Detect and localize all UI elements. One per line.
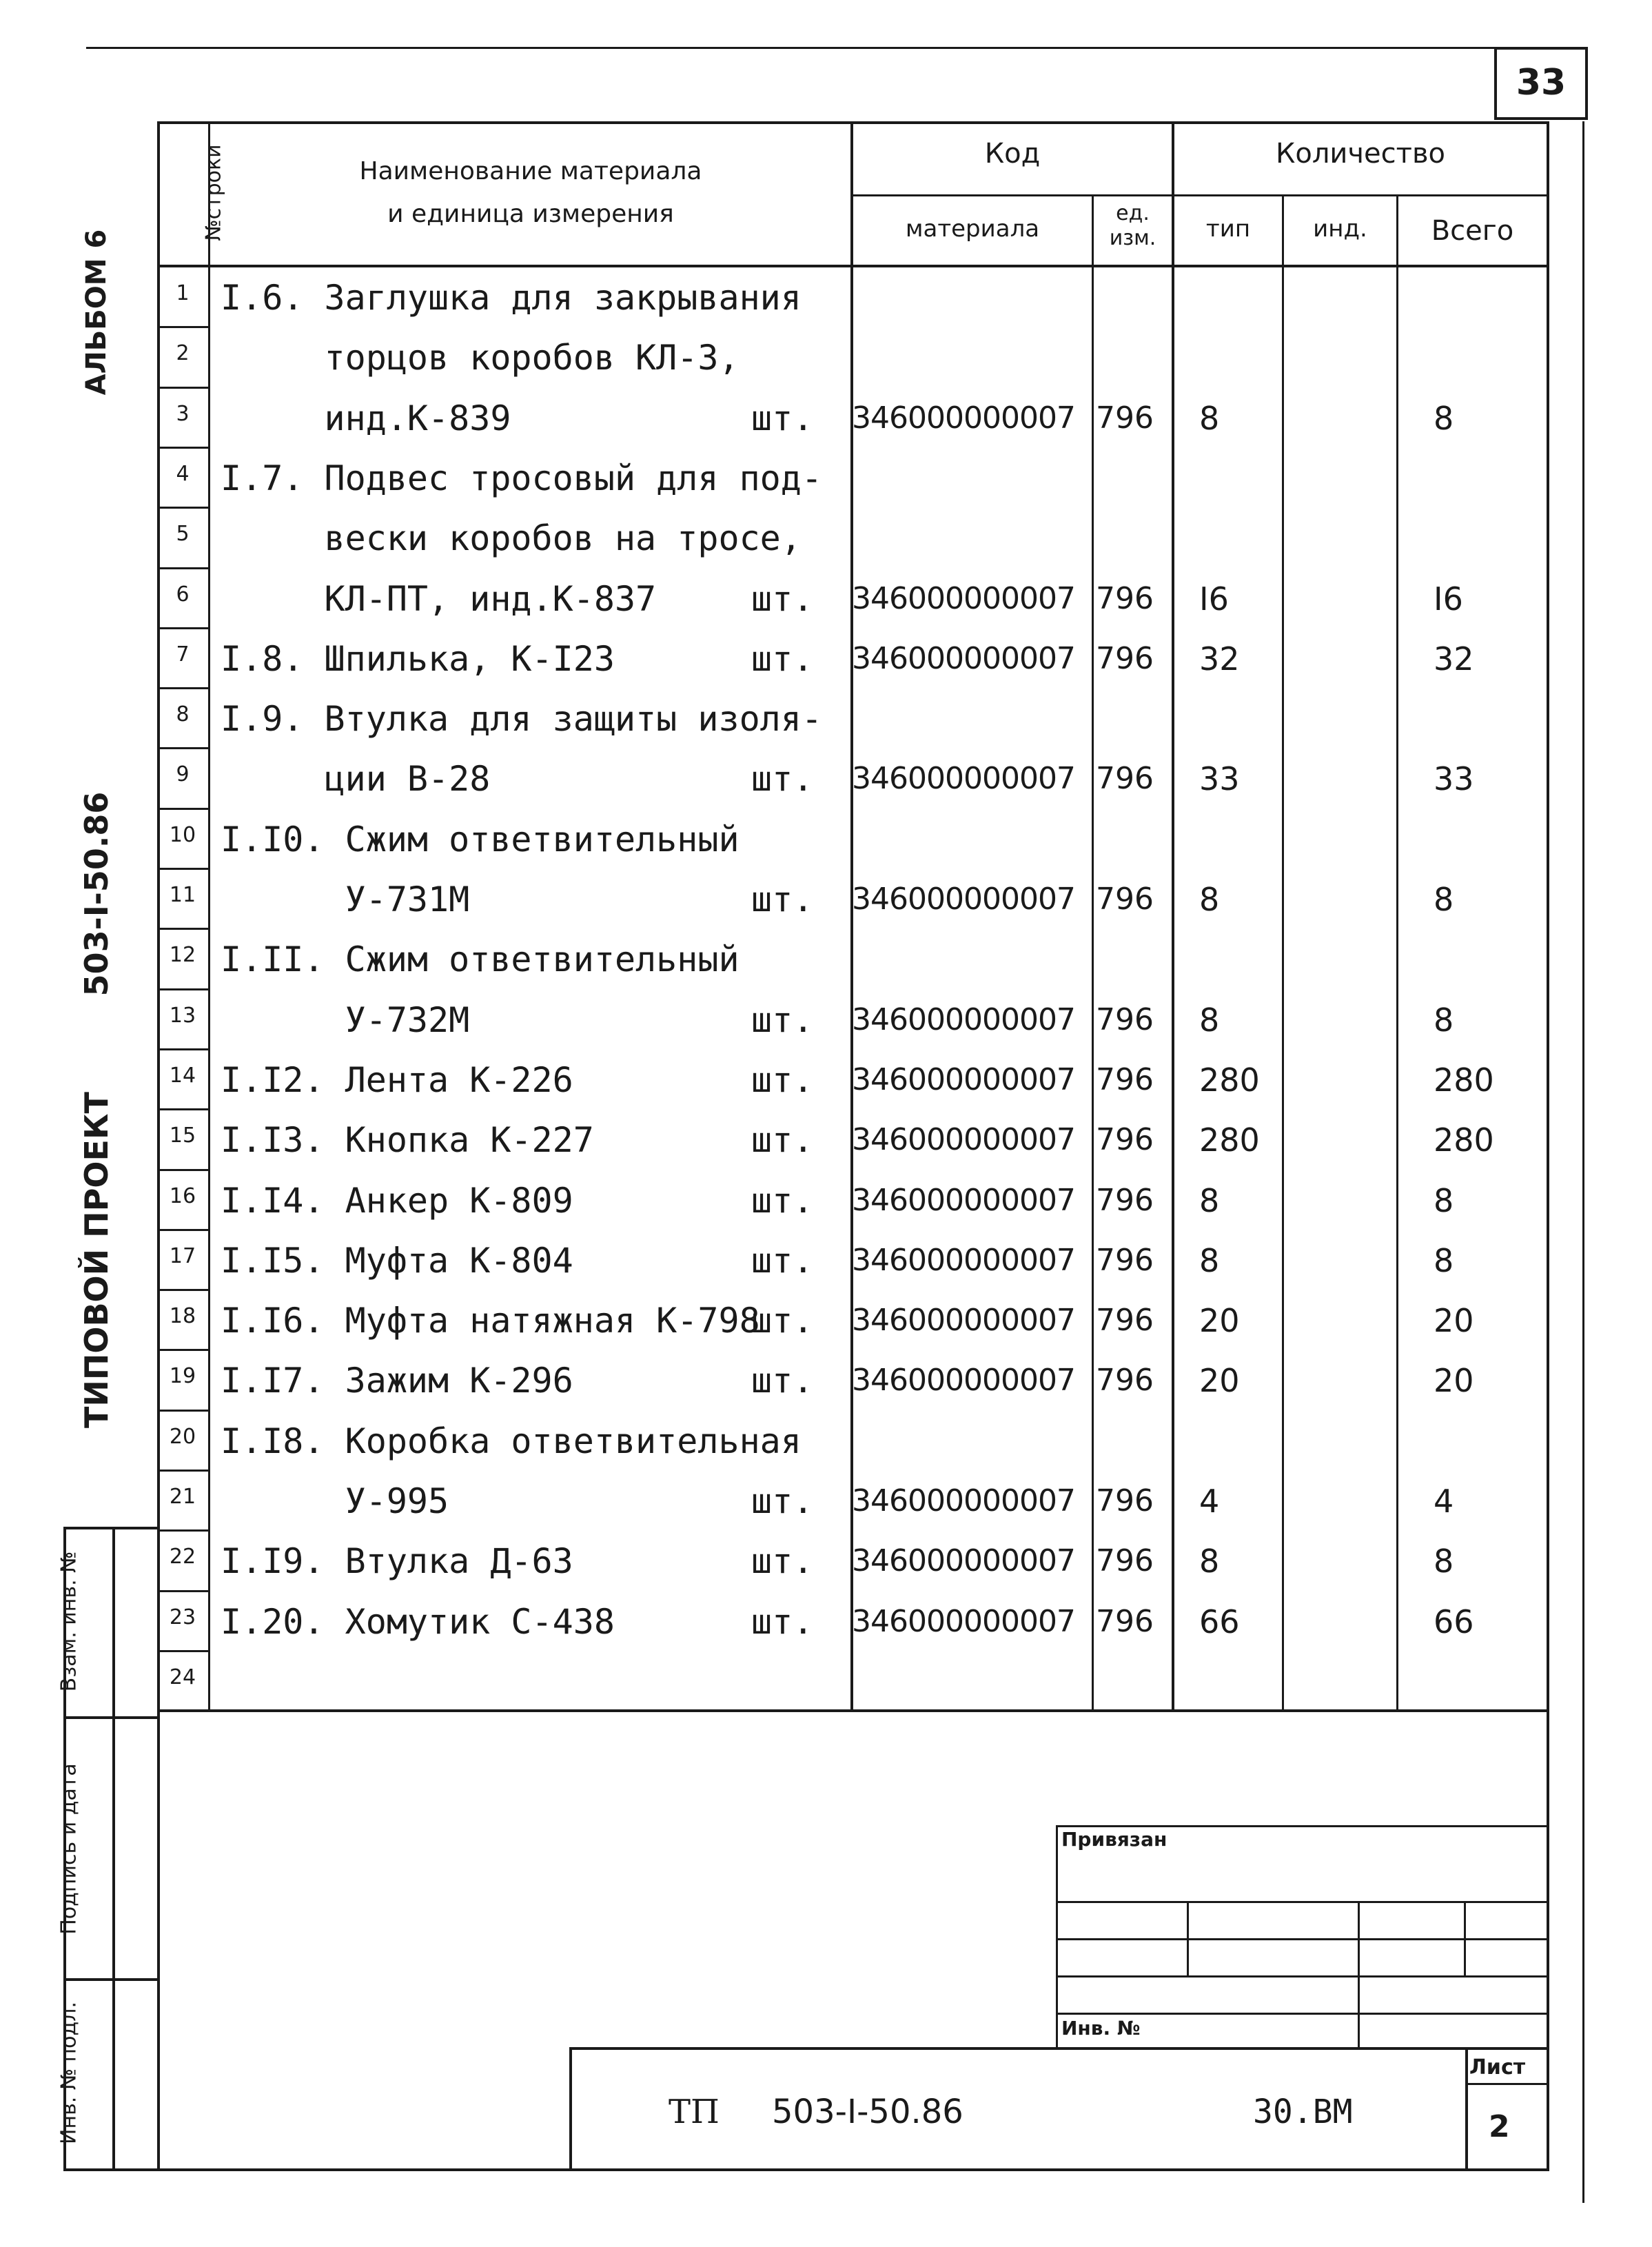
- row-tip: I6: [1199, 580, 1229, 618]
- row-name: У-732М: [221, 1000, 470, 1040]
- row-name: инд.К-839: [221, 398, 511, 438]
- row-ed: 796: [1096, 1303, 1154, 1338]
- row-unit: шт.: [751, 1060, 814, 1100]
- row-tip: 32: [1199, 640, 1240, 678]
- stamp-inv-podl: Инв. № подл.: [57, 2002, 81, 2144]
- row-number: 3: [176, 402, 190, 426]
- row-code: 346000000007: [852, 761, 1075, 796]
- row-number: 16: [169, 1184, 196, 1208]
- row-ed: 796: [1096, 882, 1154, 917]
- row-number: 21: [169, 1485, 196, 1509]
- row-code: 346000000007: [852, 1483, 1075, 1518]
- row-number: 10: [169, 823, 196, 847]
- row-code: 346000000007: [852, 641, 1075, 676]
- row-name: ции В-28: [221, 759, 491, 799]
- row-number: 5: [176, 522, 190, 546]
- row-name: I.7. Подвес тросовый для под-: [221, 458, 822, 498]
- row-ed: 796: [1096, 1483, 1154, 1518]
- row-ed: 796: [1096, 761, 1154, 796]
- row-total: 8: [1434, 1182, 1454, 1219]
- row-unit: шт.: [751, 398, 814, 438]
- row-code: 346000000007: [852, 1363, 1075, 1398]
- row-ed: 796: [1096, 1062, 1154, 1097]
- row-name: КЛ-ПТ, инд.К-837: [221, 579, 657, 619]
- row-total: 8: [1434, 881, 1454, 918]
- row-name: I.I7. Зажим К-296: [221, 1361, 573, 1401]
- row-name: У-731М: [221, 880, 470, 919]
- row-total: 8: [1434, 1242, 1454, 1279]
- row-name: I.I0. Сжим ответвительный: [221, 820, 740, 860]
- row-tip: 33: [1199, 760, 1240, 797]
- row-name: I.I4. Анкер К-809: [221, 1181, 573, 1221]
- stamp-inv-no: Инв. №: [1061, 2017, 1141, 2040]
- header-ed-izm: ед. изм.: [1109, 201, 1156, 250]
- row-total: 280: [1434, 1061, 1494, 1099]
- row-number: 7: [176, 642, 190, 667]
- row-tip: 8: [1199, 400, 1220, 437]
- stamp-list-number: 2: [1489, 2109, 1510, 2144]
- row-name: I.9. Втулка для защиты изоля-: [221, 699, 822, 739]
- row-total: 20: [1434, 1302, 1474, 1339]
- header-kolichestvo: Количество: [1275, 138, 1445, 170]
- row-number: 19: [169, 1364, 196, 1388]
- row-tip: 66: [1199, 1603, 1240, 1640]
- row-code: 346000000007: [852, 1303, 1075, 1338]
- row-number: 4: [176, 462, 190, 486]
- row-code: 346000000007: [852, 1002, 1075, 1037]
- row-unit: шт.: [751, 1361, 814, 1401]
- row-number: 17: [169, 1244, 196, 1268]
- row-number: 6: [176, 582, 190, 607]
- row-unit: шт.: [751, 1181, 814, 1221]
- row-unit: шт.: [751, 1602, 814, 1642]
- row-total: 8: [1434, 400, 1454, 437]
- row-ed: 796: [1096, 1243, 1154, 1278]
- stamp-vzam-inv: Взам. инв. №: [57, 1551, 81, 1692]
- row-code: 346000000007: [852, 1543, 1075, 1578]
- row-total: 8: [1434, 1002, 1454, 1039]
- row-unit: шт.: [751, 1541, 814, 1581]
- row-name: I.II. Сжим ответвительный: [221, 939, 740, 979]
- header-row-number: №строки: [201, 144, 226, 241]
- row-name: I.20. Хомутик С-438: [221, 1602, 615, 1642]
- header-ind: инд.: [1313, 215, 1367, 243]
- row-name: I.I8. Коробка ответвительная: [221, 1421, 802, 1461]
- row-code: 346000000007: [852, 581, 1075, 616]
- row-tip: 8: [1199, 1002, 1220, 1039]
- row-unit: шт.: [751, 579, 814, 619]
- row-name: У-995: [221, 1481, 449, 1521]
- row-number: 18: [169, 1304, 196, 1328]
- row-number: 20: [169, 1425, 196, 1449]
- row-total: I6: [1434, 580, 1463, 618]
- row-number: 9: [176, 762, 190, 786]
- row-code: 346000000007: [852, 1183, 1075, 1218]
- stamp-tp: ТП: [669, 2093, 720, 2131]
- row-ed: 796: [1096, 1122, 1154, 1157]
- header-name-line1: Наименование материала: [359, 157, 702, 185]
- row-unit: шт.: [751, 639, 814, 679]
- row-ed: 796: [1096, 641, 1154, 676]
- row-code: 346000000007: [852, 1122, 1075, 1157]
- row-ed: 796: [1096, 1363, 1154, 1398]
- row-ed: 796: [1096, 1543, 1154, 1578]
- row-name: I.I3. Кнопка К-227: [221, 1120, 594, 1160]
- row-total: 33: [1434, 760, 1474, 797]
- row-ed: 796: [1096, 1604, 1154, 1639]
- row-number: 23: [169, 1605, 196, 1629]
- row-ed: 796: [1096, 581, 1154, 616]
- row-total: 280: [1434, 1121, 1494, 1159]
- row-number: 8: [176, 702, 190, 726]
- side-doc-code: 503-I-50.86: [78, 791, 115, 997]
- row-number: 2: [176, 341, 190, 365]
- row-total: 8: [1434, 1543, 1454, 1580]
- side-project-label: ТИПОВОЙ ПРОЕКТ: [78, 1092, 115, 1428]
- row-total: 20: [1434, 1362, 1474, 1399]
- row-name: I.I2. Лента К-226: [221, 1060, 573, 1100]
- row-tip: 8: [1199, 881, 1220, 918]
- row-code: 346000000007: [852, 1604, 1075, 1639]
- row-tip: 280: [1199, 1121, 1260, 1159]
- row-name: торцов коробов КЛ-3,: [221, 338, 740, 378]
- row-name: I.I6. Муфта натяжная К-798: [221, 1301, 760, 1341]
- row-tip: 280: [1199, 1061, 1260, 1099]
- header-tip: тип: [1205, 215, 1251, 243]
- row-tip: 20: [1199, 1362, 1240, 1399]
- row-code: 346000000007: [852, 1062, 1075, 1097]
- row-name: I.8. Шпилька, К-I23: [221, 639, 615, 679]
- stamp-list-label: Лист: [1469, 2055, 1526, 2080]
- stamp-sheet-code: 30.ВМ: [1253, 2093, 1353, 2131]
- row-unit: шт.: [751, 1301, 814, 1341]
- row-number: 14: [169, 1064, 196, 1088]
- row-ed: 796: [1096, 400, 1154, 436]
- row-number: 1: [176, 281, 190, 305]
- row-ed: 796: [1096, 1183, 1154, 1218]
- album-label: АЛЬБОМ 6: [81, 229, 112, 396]
- row-total: 4: [1434, 1483, 1454, 1520]
- row-number: 24: [169, 1665, 196, 1689]
- row-name: вески коробов на тросе,: [221, 518, 802, 558]
- page-number: 33: [1516, 62, 1567, 103]
- row-code: 346000000007: [852, 882, 1075, 917]
- header-material: материала: [905, 215, 1040, 243]
- row-unit: шт.: [751, 1481, 814, 1521]
- row-ed: 796: [1096, 1002, 1154, 1037]
- header-vsego: Всего: [1431, 215, 1514, 247]
- row-unit: шт.: [751, 1120, 814, 1160]
- stamp-doc-code: 503-I-50.86: [772, 2093, 963, 2131]
- row-total: 32: [1434, 640, 1474, 678]
- row-number: 13: [169, 1004, 196, 1028]
- row-tip: 8: [1199, 1182, 1220, 1219]
- row-number: 11: [169, 883, 196, 907]
- row-code: 346000000007: [852, 400, 1075, 436]
- stamp-podpis-data: Подпись и дата: [57, 1763, 81, 1935]
- row-name: I.I9. Втулка Д-63: [221, 1541, 573, 1581]
- stamp-privyazan: Привязан: [1061, 1828, 1167, 1851]
- row-number: 22: [169, 1545, 196, 1569]
- row-name: I.6. Заглушка для закрывания: [221, 278, 802, 318]
- row-unit: шт.: [751, 880, 814, 919]
- row-tip: 8: [1199, 1543, 1220, 1580]
- row-unit: шт.: [751, 1000, 814, 1040]
- row-tip: 20: [1199, 1302, 1240, 1339]
- row-number: 15: [169, 1124, 196, 1148]
- row-number: 12: [169, 943, 196, 967]
- row-name: I.I5. Муфта К-804: [221, 1241, 573, 1281]
- row-tip: 4: [1199, 1483, 1220, 1520]
- row-code: 346000000007: [852, 1243, 1075, 1278]
- row-total: 66: [1434, 1603, 1474, 1640]
- header-kod: Код: [984, 138, 1041, 170]
- row-tip: 8: [1199, 1242, 1220, 1279]
- row-unit: шт.: [751, 1241, 814, 1281]
- row-unit: шт.: [751, 759, 814, 799]
- header-name-line2: и единица измерения: [387, 200, 674, 228]
